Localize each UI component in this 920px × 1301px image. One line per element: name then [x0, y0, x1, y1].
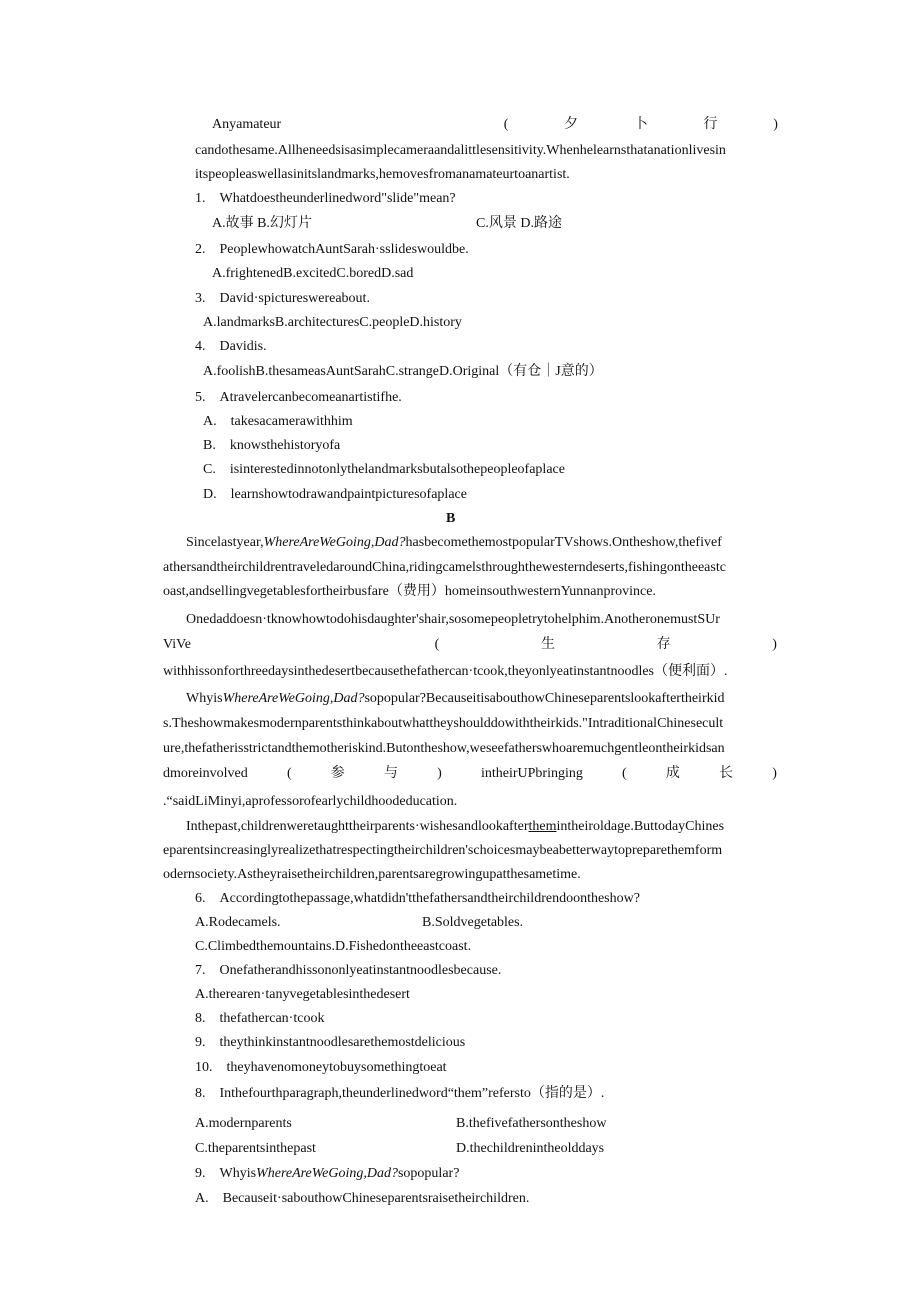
- gloss-char: 卜: [633, 117, 648, 132]
- show-title: WhereAreWeGoing,Dad?: [222, 691, 365, 706]
- text: 9. Whyis: [195, 1166, 257, 1181]
- paragraph1-line2: athersandtheirchildrentraveledaroundChina,ridingcamelsthroughthewesterndeserts,fishingontheeastc: [163, 560, 726, 575]
- paragraph2-line1: Onedaddoesn·tknowhowtodohisdaughter'shair,sosomepeopletrytohelphim.AnotheronemustSUr: [186, 612, 720, 627]
- question-8: 8. Inthefourthparagraph,theunderlinedword“them”refersto（指的是）.: [195, 1086, 605, 1101]
- gloss-paren: (: [503, 117, 509, 132]
- gloss-paren: ): [437, 766, 442, 781]
- q5-option-c: C. isinterestedinnotonlythelandmarksbutalsothepeopleofaplace: [203, 462, 565, 477]
- partA-line1: [212, 116, 778, 134]
- gloss-char: 成: [665, 766, 680, 781]
- gloss-char: 行: [703, 117, 718, 132]
- paragraph2-line3: withhissonforthreedaysinthedesertbecausethefathercan·tcook,theyonlyeatinstantnoodles（便利面）.: [163, 664, 728, 679]
- question-1: 1. Whatdoestheunderlinedword"slide"mean?: [195, 191, 456, 206]
- show-title: WhereAreWeGoing,Dad?: [256, 1166, 398, 1181]
- text: hasbecomethemostpopularTVshows.Ontheshow,thefivef: [405, 535, 722, 550]
- text: Inthepast,childrenweretaughttheirparents·wishesandlookafter: [186, 819, 529, 834]
- q1-options-cd: C.风景 D.路途: [476, 216, 562, 231]
- passage-text: Anyamateur: [212, 117, 282, 132]
- gloss-paren: (: [622, 766, 627, 781]
- word: ViVe: [163, 637, 191, 652]
- gloss-char: 参: [330, 766, 345, 781]
- passage-line: candothesame.Allheneedsisasimplecameraandalittlesensitivity.Whenhelearnsthatanationlivesin: [195, 143, 726, 158]
- gloss-paren: ): [773, 117, 778, 132]
- q1-options-ab: A.故事 B.幻灯片: [212, 216, 312, 231]
- gloss-paren: (: [286, 766, 292, 781]
- q6-option-b: B.Soldvegetables.: [422, 915, 524, 930]
- q8-option-d: D.thechildrenintheolddays: [456, 1141, 605, 1156]
- question-9: [195, 1165, 459, 1183]
- question-2: 2. PeoplewhowatchAuntSarah·sslideswouldbe.: [195, 242, 469, 257]
- gloss-char: 生: [540, 637, 555, 652]
- section-heading: B: [446, 511, 456, 526]
- text: sopopular?BecauseitisabouthowChineseparentslookaftertheirkid: [364, 691, 725, 706]
- paragraph3-line3: ure,thefatherisstrictandthemotheriskind.Butontheshow,weseefatherswhoaremuchgentleontheirkidsan: [163, 741, 725, 756]
- text: sopopular?: [397, 1166, 460, 1181]
- underlined-word: them: [528, 819, 557, 834]
- word: dmoreinvolved: [163, 766, 248, 781]
- text: Sincelastyear,: [186, 535, 264, 550]
- q2-options: A.frightenedB.excitedC.boredD.sad: [212, 266, 414, 281]
- q6-options-cd: C.Climbedthemountains.D.Fishedontheeastcoast.: [195, 939, 472, 954]
- paragraph4-line3: odernsociety.Astheyraisetheirchildren,parentsaregrowingupatthesametime.: [163, 867, 581, 882]
- q7-option-a: A.therearen·tanyvegetablesinthedesert: [195, 987, 410, 1002]
- passage-line: itspeopleaswellasinitslandmarks,hemovesfromanamateurtoanartist.: [195, 167, 570, 182]
- q7-option-10: 10. theyhavenomoneytobuysomethingtoeat: [195, 1060, 447, 1075]
- question-5: 5. Atravelercanbecomeanartistifhe.: [195, 390, 402, 405]
- word: intheirUPbringing: [480, 766, 583, 781]
- gloss-char: 存: [656, 637, 671, 652]
- q5-option-a: A. takesacamerawithhim: [203, 414, 353, 429]
- paragraph1-line1: [186, 534, 722, 552]
- paragraph2-line2: [163, 636, 777, 654]
- q5-option-b: B. knowsthehistoryofa: [203, 438, 341, 453]
- show-title: WhereAreWeGoing,Dad?: [263, 535, 406, 550]
- q5-option-d: D. learnshowtodrawandpaintpicturesofaplace: [203, 487, 467, 502]
- paragraph3-line4: [163, 765, 777, 783]
- text: Whyis: [186, 691, 223, 706]
- gloss-char: 夕: [564, 117, 579, 132]
- q9-option-a: A. Becauseit·sabouthowChineseparentsraisetheirchildren.: [195, 1191, 530, 1206]
- gloss-paren: ): [772, 637, 777, 652]
- paragraph3-line2: s.Theshowmakesmodernparentsthinkaboutwhattheyshoulddowiththeirkids."IntraditionalChinesecult: [163, 716, 724, 731]
- q8-option-b: B.thefivefathersontheshow: [456, 1116, 607, 1131]
- gloss-char: 长: [719, 766, 734, 781]
- text: intheiroldage.ButtodayChines: [556, 819, 725, 834]
- question-3: 3. David·spictureswereabout.: [195, 291, 370, 306]
- paragraph4-line1: [186, 818, 724, 836]
- q7-option-8: 8. thefathercan·tcook: [195, 1011, 325, 1026]
- q4-options: A.foolishB.thesameasAuntSarahC.strangeD.Original（有仓｜J意的）: [203, 364, 603, 379]
- paragraph1-line3: oast,andsellingvegetablesfortheirbusfare（费用）homeinsouthwesternYunnanprovince.: [163, 584, 656, 599]
- gloss-char: 与: [383, 766, 398, 781]
- paragraph3-line5: .“saidLiMinyi,aprofessorofearlychildhoodeducation.: [163, 794, 458, 809]
- q3-options: A.landmarksB.architecturesC.peopleD.history: [203, 315, 462, 330]
- q8-option-c: C.theparentsinthepast: [195, 1141, 316, 1156]
- gloss-paren: ): [772, 766, 777, 781]
- q6-option-a: A.Rodecamels.: [195, 915, 281, 930]
- q8-option-a: A.modernparents: [195, 1116, 292, 1131]
- paragraph4-line2: eparentsincreasinglyrealizethatrespectingtheirchildren'schoicesmaybeabetterwaytopreparethemform: [163, 843, 723, 858]
- question-7: 7. Onefatherandhissononlyeatinstantnoodlesbecause.: [195, 963, 502, 978]
- paragraph3-line1: [186, 690, 725, 708]
- q7-option-9: 9. theythinkinstantnoodlesarethemostdelicious: [195, 1035, 466, 1050]
- gloss-paren: (: [434, 637, 440, 652]
- question-4: 4. Davidis.: [195, 339, 267, 354]
- question-6: 6. Accordingtothepassage,whatdidn'tthefathersandtheirchildrendoontheshow?: [195, 891, 640, 906]
